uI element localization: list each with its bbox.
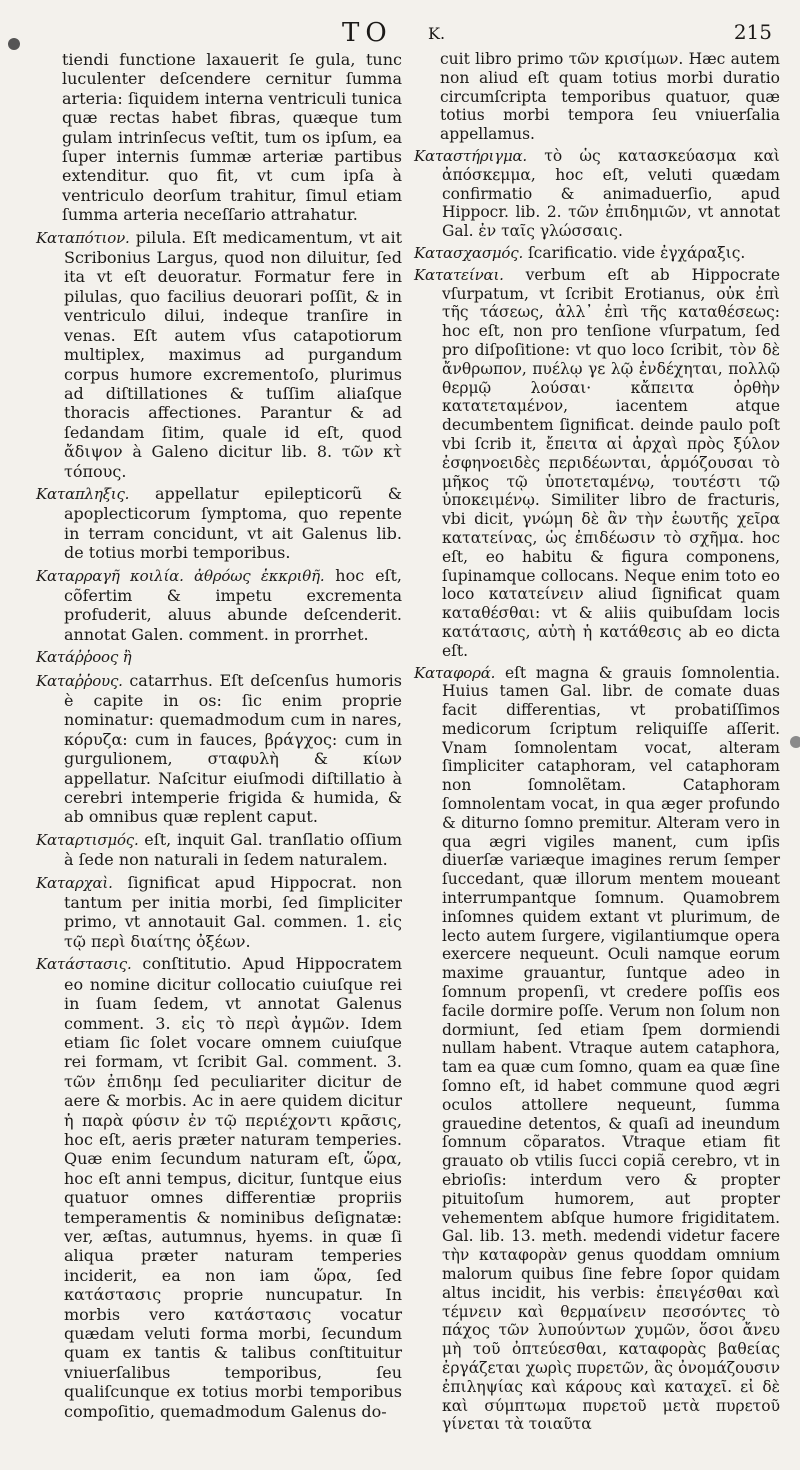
dictionary-entry bbox=[414, 664, 780, 1435]
headword: Κατάστασις. bbox=[36, 955, 132, 974]
headword: Καταπότιον. bbox=[36, 228, 130, 247]
entry-text: verbum eſt ab Hippocrate vſurpatum, vt ſcribit Erotianus, οὐκ ἐπὶ τῆς τάσεως, ἀλλ᾽ ἐπὶ τῆς καταθέσεως: hoc eſt, non pro tenſione vſurpatum, ſed pro diſpoſitione: vt quo loco ſcribit, τὸν δὲ ἄνθρωπον, πυέλῳ γε λῷ ἐνδέχηται, πολλῷ θερμῷ λούσαι· κἄπειτα ὀρθὴν κατατεταμένον, iacentem atque decumbentem ſignificat. deinde paulo poſt vbi ſcrib it, ἔπειτα αἱ ἀρχαὶ πρὸς ξύλον ἐσφηνοειδὲς περιδέωνται, ἁρμόζουσαι τὸ μῆκος τῷ ὑποτεταμένῳ, τουτέστι τῷ ὑποκειμένῳ. Similiter libro de fracturis, vbi dicit, γνώμη δὲ ἂν τὴν ἑωυτῆς χεῖρα κατατείνας, ὡς ἐπιδέωσιν τὸ σχῆμα. hoc eſt, eo habitu & figura componens, ſupinamque collocans. Neque enim toto eo loco κατατείνειν aliud ſignificat quam καταθέσθαι: vt & aliis quibuſdam locis κατάτασις, αὐτὴ ἡ κατάθεσις ab eo dicta eſt. bbox=[442, 265, 780, 660]
dictionary-entry bbox=[36, 873, 402, 952]
dictionary-entry bbox=[414, 244, 780, 263]
headword: Κατάῤῥοος ἢ bbox=[36, 648, 132, 667]
entry-text: τὸ ὡς κατασκεύασμα καὶ ἀπόσκεμμα, hoc eſt, veluti quædam confirmatio & animaduerſio, apud Hippocr. lib. 2. τῶν ἐπιδημιῶν, vt annotat Gal. ἐν ταῖς γλώσσαις. bbox=[442, 146, 780, 241]
headword: Καταπληξις. bbox=[36, 484, 130, 503]
dictionary-entry bbox=[36, 830, 402, 870]
dictionary-entry bbox=[36, 566, 402, 645]
entry-text: conſtitutio. Apud Hippocratem eo nomine dicitur collocatio cuiuſque rei in ſuam ſedem, vt annotat Galenus comment. 3. εἰς τὸ περὶ ἀγμῶν. Idem etiam ſic ſolet vocare omnem cuiuſque rei formam, vt ſcribit Gal. comment. 3. τῶν ἐπιδημ ſed peculiariter dicitur de aere & morbis. Ac in aere quidem dicitur ἡ παρὰ φύσιν ἐν τῷ περιέχοντι κρᾶσις, hoc eſt, aeris præter naturam temperies. Quæ enim ſecundum naturam eſt, ὥρα, hoc eſt anni tempus, dicitur, ſuntque eius quatuor omnes differentiæ propriis temperamentis & nominibus deſignatæ: ver, æſtas, autumnus, hyems. in quæ ſi aliqua præter naturam temperies inciderit, ea non iam ὥρα, ſed κατάστασις proprie nuncupatur. In morbis vero κατάστασις vocatur quædam veluti forma morbi, ſecundum quam ex tantis & talibus conſtituitur vniuerſalibus temporibus, ſeu qualiſcunque ex totius morbi temporibus compoſitio, quemadmodum Galenus do- bbox=[64, 954, 402, 1421]
dictionary-entry bbox=[36, 484, 402, 563]
binding-mark bbox=[8, 38, 20, 50]
headword: Καταῤῥους. bbox=[36, 671, 123, 690]
dictionary-entry bbox=[36, 954, 402, 1421]
margin-dot bbox=[790, 736, 800, 748]
entry-text: cuit libro primo τῶν κρισίμων. Hæc autem non aliud eſt quam totius morbi duratio circumſcripta temporibus quatuor, quæ totius morbi tempora ſeu vniuerſalia appellamus. bbox=[440, 50, 780, 144]
dictionary-entry bbox=[36, 228, 402, 481]
entry-text: tiendi functione laxauerit ſe gula, tunc luculenter deſcendere cernitur ſumma arteria: ſiquidem interna ventriculi tunica quæ rectas habet fibras, quæque tum gulam intrinſecus veſtit, tum os ipſum, ea ſuper internis ſummæ arteriæ partibus extenditur. quo fit, vt cum ipſa à ventriculo deorſum trahitur, ſimul etiam ſumma arteria neceſſario attrahatur. bbox=[62, 50, 402, 225]
headword: Καταρχαὶ. bbox=[36, 873, 113, 892]
entry-text: ſcarificatio. vide ἐγχάραξις. bbox=[523, 243, 746, 262]
dictionary-entry bbox=[414, 147, 780, 241]
headword: Κατασχασμός. bbox=[414, 243, 524, 262]
right-column bbox=[414, 50, 780, 1437]
entry-text: appellatur epilepticorũ & apoplecticorum ſymptoma, quo repente in terram concidunt, vt ait Galenus lib. de totius morbi temporibus. bbox=[64, 483, 402, 563]
signature-mark: K. bbox=[428, 24, 446, 43]
headword: Κατατείναι. bbox=[414, 265, 504, 284]
entry-text: eſt, inquit Gal. tranſlatio oſſium à ſede non naturali in ſedem naturalem. bbox=[64, 829, 402, 870]
headword: Καταρτισμός. bbox=[36, 830, 139, 849]
headword: Καταστήριγμα. bbox=[414, 146, 527, 165]
headword: Καταρραγῆ κοιλία. ἀθρόως ἐκκριθῆ. bbox=[36, 566, 325, 585]
continued-text bbox=[414, 50, 780, 144]
headword: Καταφορά. bbox=[414, 663, 496, 682]
left-column bbox=[36, 50, 402, 1424]
entry-text: hoc eſt, cõfertim & impetu excrementa profuderit, aluus abunde deſcenderit. annotat Galen. comment. in prorrhet. bbox=[64, 565, 402, 644]
dictionary-entry bbox=[36, 671, 402, 827]
page-header bbox=[0, 18, 800, 48]
continued-text bbox=[36, 50, 402, 225]
entry-text: catarrhus. Eſt deſcenſus humoris è capite in os: ſic enim proprie nominatur: quemadmodum cum in nares, κόρυζα: cum in fauces, βράγχος: cum in gurgulionem, σταφυλὴ & κίων appellatur. Naſcitur eiuſmodi diſtillatio à cerebri intemperie frigida & humida, & ab omnibus quæ replent caput. bbox=[64, 670, 402, 827]
entry-text: pilula. Eſt medicamentum, vt ait Scribonius Largus, quod non diluitur, ſed ita vt eſt deuoratur. Formatur fere in pilulas, quo facilius deuorari poſſit, & in ventriculo dilui, indeque tranſire in venas. Eſt autem vſus catapotiorum multiplex, maximus ad purgandum corpus humore excrementoſo, plurimus ad diſtillationes & tuſſim aliaſque thoracis affectiones. Parantur & ad ſedandam ſitim, quale id eſt, quod ἄδιψον à Galeno dicitur lib. 8. τῶν κτ̀ τόπους. bbox=[64, 227, 402, 481]
entry-text: ſignificat apud Hippocrat. non tantum per initia morbi, ſed ſimpliciter primo, vt annotauit Gal. commen. 1. εἰς τῷ περὶ διαίτης ὀξέων. bbox=[64, 872, 402, 951]
dictionary-entry bbox=[36, 647, 402, 667]
entry-text: eſt magna & grauis ſomnolentia. Huius tamen Gal. libr. de comate duas facit differentias, vt probatiſſimos medicorum ſcriptum reliquiſſe aſſerit. Vnam ſomnolentam vocat, alteram ſimpliciter cataphoram, vel cataphoram non ſomnolẽtam. Cataphoram ſomnolentam vocat, in qua æger profundo & diturno ſomno premitur. Alteram vero in qua ægri vigiles manent, cum ipſis diuerſæ variæque imagines rerum ſemper ſuccedant, quæ illorum mentem moueant interrumpantque ſomnum. Quamobrem inſomnes quidem extant vt plurimum, de lecto autem ſurgere, vigilantiumque opera exercere nequeunt. Oculi namque eorum maxime grauantur, ſuntque adeo in ſomnum propenſi, vt credere poſſis eos facile dormire poſſe. Verum non ſolum non dormiunt, ſed etiam ſpem dormiendi nullam habent. Vtraque autem cataphora, tam ea quæ cum ſomno, quam ea quæ ſine ſomno eſt, id habet commune quod ægri oculos attollere nequeunt, ſumma grauedine detentos, & quaſi ad ineundum ſomnum cõparatos. Vtraque etiam fit grauato ob vtilis ſucci copiã cerebro, vt in ebrioſis: interdum vero & propter pituitoſum humorem, aut propter vehementem abſque humore frigiditatem. Gal. lib. 13. meth. medendi videtur facere τὴν καταφορὰν genus quoddam omnium malorum quibus ſine febre ſopor quidam altus incidit, his verbis: ἐπειγέσθαι καὶ τέμνειν καὶ θερμαίνειν πεσσόντες τὸ πάχος τῶν λυπούντων χυμῶν, ὅσοι ἄνευ μὴ τοῦ ὀπτεύεσθαι, καταφορὰς βαθείας ἐργάζεται χωρὶς πυρετῶν, ἃς ὀνομάζουσιν ἐπιληψίας καὶ κάρους καὶ καταχεῖ. εἰ δὲ καὶ σύμπτωμα πυρετοῦ μετὰ πυρετοῦ γίνεται τὰ τοιαῦτα bbox=[442, 663, 780, 1434]
running-head: TO bbox=[342, 18, 393, 48]
dictionary-entry bbox=[414, 266, 780, 661]
page-number: 215 bbox=[733, 20, 772, 44]
